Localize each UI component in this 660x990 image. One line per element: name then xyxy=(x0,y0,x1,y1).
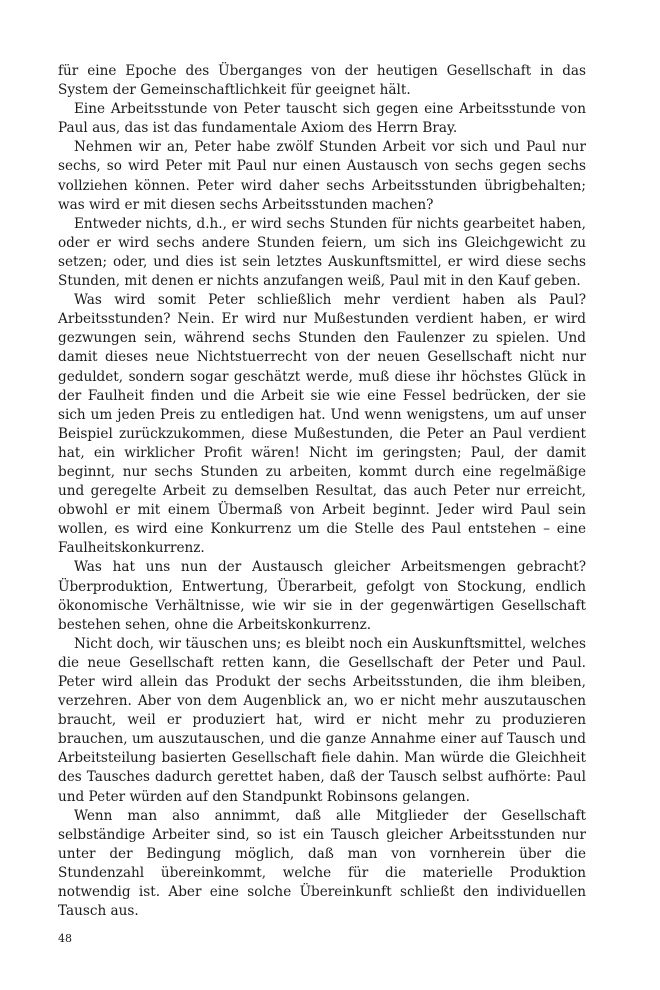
paragraph-5: Was wird somit Peter schließlich mehr verdient haben als Paul? Arbeitsstunden? Nein. Er wird nur Mußestunden verdient haben, er wird gezwungen sein, während sechs Stunden den Faulenzer zu spielen. Und damit dieses neue Nichtstuerrecht von der neuen Gesellschaft nicht nur geduldet, sondern sogar geschätzt werde, muß diese ihr höchstes Glück in der Faulheit finden und die Arbeit sie wie eine Fessel bedrücken, der sie sich um jeden Preis zu entledigen hat. Und wenn wenigstens, um auf unser Beispiel zurückzukommen, diese Mußestunden, die Peter an Paul verdient hat, ein wirklicher Profit wären! Nicht im geringsten; Paul, der damit beginnt, nur sechs Stunden zu arbeiten, kommt durch eine regelmäßige und geregelte Arbeit zu demselben Resultat, das auch Peter nur erreicht, obwohl er mit einem Übermaß von Arbeit beginnt. Jeder wird Paul sein wollen, es wird eine Konkurrenz um die Stelle des Paul entstehen – eine Faulheitskonkurrenz. xyxy=(58,292,586,557)
paragraph-6: Was hat uns nun der Austausch gleicher Arbeitsmengen gebracht? Überproduktion, Entwertung, Überarbeit, gefolgt von Stockung, endlich ökonomische Verhältnisse, wie wir sie in der gegenwärtigen Gesellschaft bestehen sehen, ohne die Arbeitskonkurrenz. xyxy=(58,559,586,633)
page-body xyxy=(58,62,586,921)
paragraph-7: Nicht doch, wir täuschen uns; es bleibt noch ein Auskunftsmittel, welches die neue Gesellschaft retten kann, die Gesellschaft der Peter und Paul. Peter wird allein das Produkt der sechs Arbeitsstunden, die ihm bleiben, verzehren. Aber von dem Augenblick an, wo er nicht mehr auszutauschen braucht, weil er produziert hat, wird er nicht mehr zu produzieren brauchen, um auszutauschen, und die ganze Annahme einer auf Tausch und Arbeitsteilung basierten Gesellschaft fiele dahin. Man würde die Gleichheit des Tausches dadurch gerettet haben, daß der Tausch selbst aufhörte: Paul und Peter würden auf den Standpunkt Robinsons gelangen. xyxy=(58,635,586,805)
paragraph-8: Wenn man also annimmt, daß alle Mitglieder der Gesellschaft selbständige Arbeiter sind, so ist ein Tausch gleicher Arbeitsstunden nur unter der Bedingung möglich, daß man von vornherein über die Stundenzahl übereinkommt, welche für die materielle Produktion notwendig ist. Aber eine solche Übereinkunft schließt den individuellen Tausch aus. xyxy=(58,807,586,920)
paragraph-2: Eine Arbeitsstunde von Peter tauscht sich gegen eine Arbeitsstunde von Paul aus, das ist das fundamentale Axiom des Herrn Bray. xyxy=(58,101,586,137)
paragraph-1: für eine Epoche des Überganges von der heutigen Gesellschaft in das System der Gemeinschaftlichkeit für geeignet hält. xyxy=(58,63,586,99)
paragraph-3: Nehmen wir an, Peter habe zwölf Stunden Arbeit vor sich und Paul nur sechs, so wird Peter mit Paul nur einen Austausch von sechs gegen sechs vollziehen können. Peter wird daher sechs Arbeitsstunden übrigbehalten; was wird er mit diesen sechs Arbeitsstunden machen? xyxy=(58,139,586,213)
paragraph-4: Entweder nichts, d.h., er wird sechs Stunden für nichts gearbeitet haben, oder er wird sechs andere Stunden feiern, um sich ins Gleichgewicht zu setzen; oder, und dies ist sein letztes Auskunftsmittel, er wird diese sechs Stunden, mit denen er nichts anzufangen weiß, Paul mit in den Kauf geben. xyxy=(58,215,586,290)
page-number: 48 xyxy=(58,932,72,945)
